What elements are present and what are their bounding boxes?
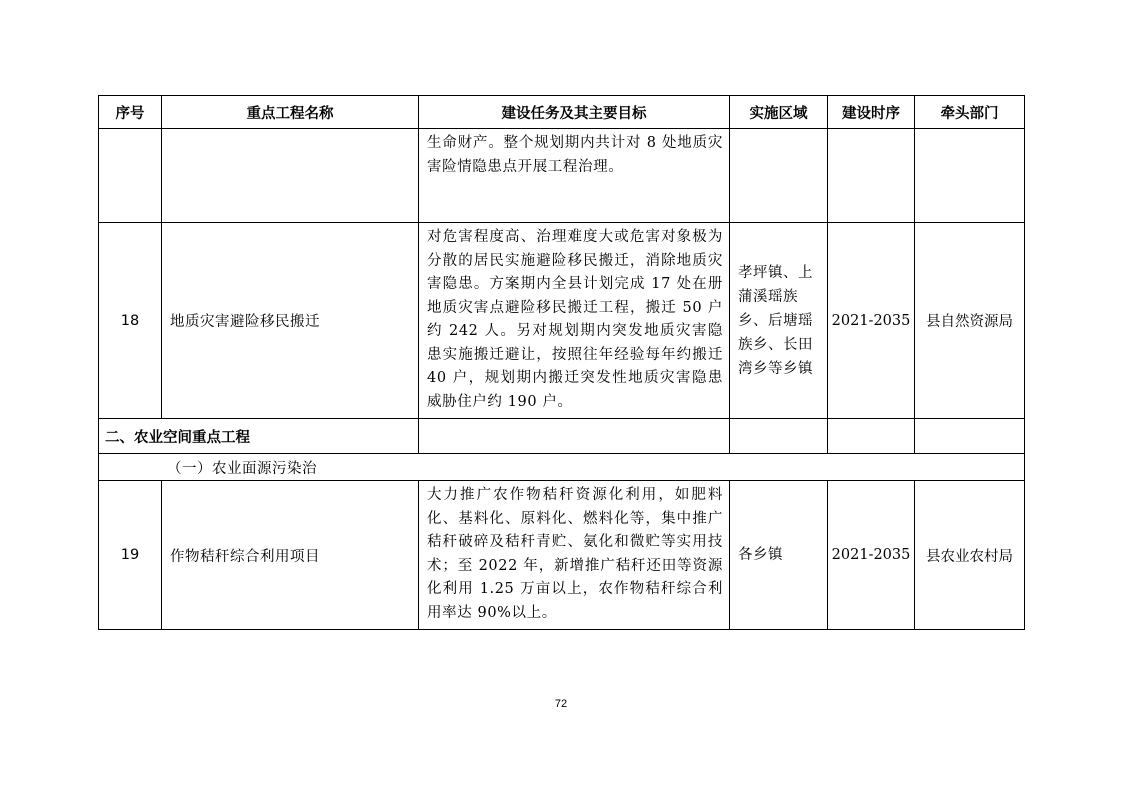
empty-cell: [730, 419, 828, 454]
cell-period: 2021-2035: [828, 481, 915, 630]
subsection-row: [99, 454, 1025, 481]
cell-region: 孝坪镇、上蒲溪瑶族乡、后塘瑶族乡、长田湾乡等乡镇: [730, 223, 828, 419]
empty-cell: [828, 419, 915, 454]
cell-region: [730, 129, 828, 223]
header-project-name: 重点工程名称: [162, 96, 419, 129]
cell-task: 对危害程度高、治理难度大或危害对象极为分散的居民实施避险移民搬迁，消除地质灾害隐患。方案期内全县计划完成 17 处在册地质灾害点避险移民搬迁工程，搬迁 50 户约 242 人。另对规划期内突发地质灾害隐患实施搬迁避让，按照往年经验每年约搬迁 40 户，规划期内搬迁突发性地质灾害隐患威胁住户约 190 户。: [419, 223, 730, 419]
section-row: [99, 419, 1025, 454]
table-row: [99, 223, 1025, 419]
header-period: 建设时序: [828, 96, 915, 129]
cell-project-name: 地质灾害避险移民搬迁: [162, 223, 419, 419]
cell-department: 县自然资源局: [915, 223, 1025, 419]
page-number: 72: [554, 698, 568, 710]
header-number: 序号: [99, 96, 162, 129]
cell-number: 19: [99, 481, 162, 630]
subsection-title: （一）农业面源污染治: [99, 454, 1025, 481]
table-row: [99, 481, 1025, 630]
section-title: 二、农业空间重点工程: [99, 419, 419, 454]
cell-task: 生命财产。整个规划期内共计对 8 处地质灾害险情隐患点开展工程治理。: [419, 129, 730, 223]
cell-region: 各乡镇: [730, 481, 828, 630]
table-row: [99, 129, 1025, 223]
header-region: 实施区域: [730, 96, 828, 129]
project-table: [98, 95, 1025, 630]
empty-cell: [915, 419, 1025, 454]
cell-project-name: [162, 129, 419, 223]
cell-task: 大力推广农作物秸秆资源化利用，如肥料化、基料化、原料化、燃料化等，集中推广秸秆破碎及秸秆青贮、氨化和微贮等实用技术；至 2022 年，新增推广秸秆还田等资源化利用 1.25 万亩以上，农作物秸秆综合利用率达 90%以上。: [419, 481, 730, 630]
header-task-goal: 建设任务及其主要目标: [419, 96, 730, 129]
table-header-row: [99, 96, 1025, 129]
cell-department: [915, 129, 1025, 223]
cell-department: 县农业农村局: [915, 481, 1025, 630]
cell-number: 18: [99, 223, 162, 419]
cell-number: [99, 129, 162, 223]
empty-cell: [419, 419, 730, 454]
cell-project-name: 作物秸秆综合利用项目: [162, 481, 419, 630]
header-department: 牵头部门: [915, 96, 1025, 129]
cell-period: [828, 129, 915, 223]
cell-period: 2021-2035: [828, 223, 915, 419]
